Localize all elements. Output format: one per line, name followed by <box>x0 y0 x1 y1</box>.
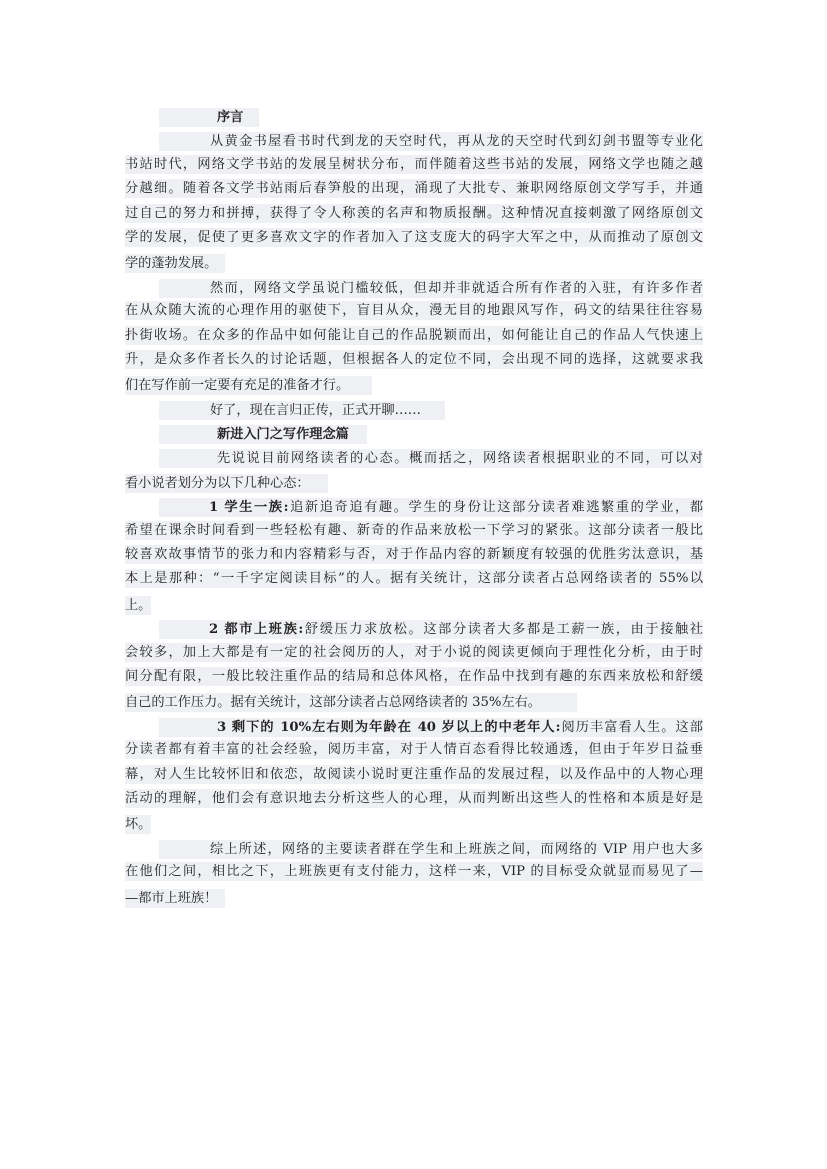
paragraph-line: 希望在课余时间看到一些轻松有趣、新奇的作品来放松一下学习的紧张。这部分读者一般比 <box>125 522 703 538</box>
item-label: 2 都市上班族: <box>209 622 304 638</box>
paragraph-line: 书站时代，网络文学书站的发展呈树状分布，而伴随着这些书站的发展，网络文学也随之越 <box>125 156 703 172</box>
paragraph-line: —都市上班族！ <box>125 887 703 911</box>
item-label: 1 学生一族: <box>209 500 289 516</box>
item-label: 3 剩下的 10%左右则为年龄在 40 岁以上的中老年人: <box>217 719 561 735</box>
list-item: 2 都市上班族:舒缓压力求放松。这部分读者大多都是工薪一族，由于接触社 <box>125 618 703 642</box>
paragraph-line: 学的发展，促使了更多喜欢文字的作者加入了这支庞大的码字大军之中，从而推动了原创文 <box>125 229 703 245</box>
section-title-line <box>125 423 703 447</box>
paragraph-line: 幕，对人生比较怀旧和依恋，故阅读小说时更注重作品的发展过程，以及作品中的人物心理 <box>125 766 703 782</box>
paragraph-line: 坏。 <box>125 817 152 833</box>
paragraph-line: 间分配有限，一般比较注重作品的结局和总体风格，在作品中找到有趣的东西来放松和舒缓 <box>125 668 703 684</box>
page-title: 序言 <box>217 110 244 125</box>
paragraph-line: 扑街收场。在众多的作品中如何能让自己的作品脱颖而出，如何能让自己的作品人气快速上 <box>125 327 703 343</box>
paragraph-line: 综上所述，网络的主要读者群在学生和上班族之间，而网络的 VIP 用户也大多 <box>125 838 703 862</box>
paragraph-line: 然而，网络文学虽说门槛较低，但却并非就适合所有作者的入驻，有许多作者 <box>125 277 703 301</box>
paragraph-line: 分读者都有着丰富的社会经验，阅历丰富，对于人情百态看得比较通透，但由于年岁日益垂 <box>125 742 703 758</box>
paragraph-line: 在他们之间，相比之下，上班族更有支付能力，这样一来，VIP 的目标受众就显而易见了— <box>125 864 703 880</box>
document-page <box>125 106 703 911</box>
paragraph-line: 较喜欢故事情节的张力和内容精彩与否，对于作品内容的新颖度有较强的优胜劣汰意识，基 <box>125 547 703 563</box>
paragraph-line: 从黄金书屋看书时代到龙的天空时代，再从龙的天空时代到幻剑书盟等专业化 <box>125 130 703 154</box>
paragraph-line: 升，是众多作者长久的讨论话题，但根据各人的定位不同，会出现不同的选择，这就要求我 <box>125 351 703 367</box>
paragraph-line: 学的蓬勃发展。 <box>125 252 703 276</box>
paragraph-line: 会较多，加上大都是有一定的社会阅历的人，对于小说的阅读更倾向于理性化分析，由于时 <box>125 644 703 660</box>
section-title: 新进入门之写作理念篇 <box>217 427 349 443</box>
paragraph-line: 看小说者划分为以下几种心态： <box>125 472 703 496</box>
paragraph-line: 先说说目前网络读者的心态。概而括之，网络读者根据职业的不同，可以对 <box>125 447 703 471</box>
paragraph-line: 活动的理解，他们会有意识地去分析这些人的心理，从而判断出这些人的性格和本质是好是 <box>125 790 703 806</box>
paragraph-line: 好了，现在言归正传，正式开聊…… <box>125 399 703 423</box>
title-line <box>125 106 703 130</box>
paragraph-line: 在从众随大流的心理作用的驱使下，盲目从众，漫无目的地跟风写作，码文的结果往往容易 <box>125 303 703 319</box>
list-item: 1 学生一族:追新追奇追有趣。学生的身份让这部分读者难逃繁重的学业，都 <box>125 496 703 520</box>
paragraph-line: 本上是那种：“一千字定阅读目标”的人。据有关统计，这部分读者占总网络读者的 55%以 <box>125 571 703 587</box>
paragraph-line: 过自己的努力和拼搏，获得了令人称羡的名声和物质报酬。这种情况直接刺激了网络原创文 <box>125 205 703 221</box>
paragraph-line: 分越细。随着各文学书站雨后春笋般的出现，涌现了大批专、兼职网络原创文学写手，并通 <box>125 181 703 197</box>
paragraph-line: 上。 <box>125 597 152 613</box>
paragraph-line: 们在写作前一定要有充足的准备才行。 <box>125 374 703 398</box>
paragraph-line: 自己的工作压力。据有关统计，这部分读者占总网络读者的 35%左右。 <box>125 691 703 715</box>
list-item: 3 剩下的 10%左右则为年龄在 40 岁以上的中老年人:阅历丰富看人生。这部 <box>125 716 703 740</box>
